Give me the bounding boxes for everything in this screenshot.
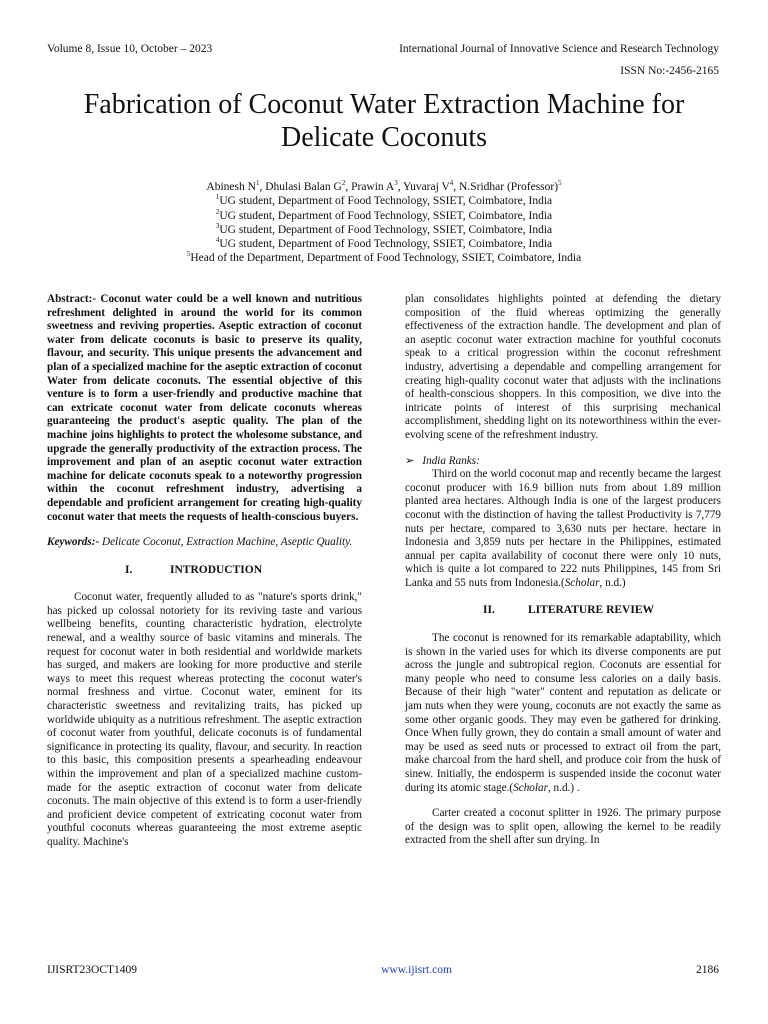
section-heading-introduction: I. INTRODUCTION bbox=[125, 563, 263, 576]
affiliation: $^3$UG student, Department of Food Technology, SSIET, Coimbatore, India bbox=[215, 222, 553, 236]
citation: Scholar bbox=[513, 781, 548, 794]
author-name: Prawin A bbox=[351, 181, 395, 193]
author-name: Yuvaraj V bbox=[403, 181, 450, 193]
author-sup: 5 bbox=[558, 179, 562, 188]
paper-title bbox=[30, 88, 738, 154]
title-line-2: Delicate Coconuts bbox=[280, 122, 488, 153]
title-line-1: Fabrication of Coconut Water Extraction Machine for bbox=[83, 89, 685, 120]
arrow-bullet-icon: ➢ bbox=[405, 454, 415, 467]
author-name: Dhulasi Balan G bbox=[265, 181, 342, 193]
affiliation: $^5$Head of the Department, Department of Food Technology, SSIET, Coimbatore, India bbox=[186, 250, 582, 265]
right-column bbox=[405, 293, 721, 848]
author-name: N.Sridhar (Professor) bbox=[459, 181, 559, 193]
keywords-label: Keywords:- bbox=[47, 536, 100, 549]
page-number: 2186 bbox=[695, 964, 719, 976]
author-block bbox=[0, 180, 768, 266]
bullet-india-ranks: ➢ India Ranks: bbox=[405, 454, 480, 467]
abstract: Abstract:- Coconut water could be a well known and nutritious refreshment delighted in around the world for its common sweetness and reviving properties. Aseptic extraction of coconut water from delicate coconuts is basic to preserve its quality, flavour, and security. This unique presents the advancement and plan of a specialized machine for the aseptic extraction of coconut Water from delicate coconuts. The essential objective of this venture is to form a user-friendly and productive machine that can extricate coconut water from delicate coconuts whereas guaranteeing the product's aseptic quality. The plan of the machine joins highlights to protect the wholesome substance, and upgrade the generally productivity of the extraction process. The improvement and plan of an aseptic coconut water extraction machine for delicate coconuts speak to a noteworthy progression within the coconut refreshment industry, advertising a dependable and proficient arrangement for creating high-quality coconut water that meets the requests of health-conscious buyers. bbox=[47, 293, 362, 523]
india-paragraph: Third on the world coconut map and recently became the largest coconut producer with 16.9 billion nuts from about 1.89 million planted area hectares. Although India is one of the largest producers coconut with the distinction of having the tallest Productivity is 7,779 nuts per hectare, compared to 3,630 nuts per hectare. hectare in Indonesia and 3,859 nuts per hectare in the Philippines, estimated annual per capita availability of coconut there were only 10 nuts, which is quite a lot compared to 222 nuts Philippines, 145 from Sri Lanka and 55 nuts from Indonesia.(Scholar, n.d.) bbox=[405, 468, 721, 589]
issn: ISSN No:-2456-2165 bbox=[620, 65, 719, 77]
section-heading-literature-review: II. LITERATURE REVIEW bbox=[483, 604, 654, 617]
journal-volume: Volume 8, Issue 10, October – 2023 bbox=[47, 43, 213, 55]
author-sup: 1 bbox=[255, 179, 260, 188]
author-sup: 3 bbox=[394, 179, 398, 188]
journal-url-link[interactable]: www.ijisrt.com bbox=[381, 964, 452, 976]
affiliation: $^1$UG student, Department of Food Technology, SSIET, Coimbatore, India bbox=[215, 193, 553, 208]
journal-name: International Journal of Innovative Science and Research Technology bbox=[399, 43, 719, 55]
page-footer bbox=[47, 964, 719, 976]
running-header bbox=[47, 43, 719, 55]
left-column bbox=[47, 293, 362, 850]
intro-continued-paragraph: plan consolidates highlights pointed at defending the dietary composition of the fluid whereas optimizing the generally effectiveness of the extraction handle. The development and plan of an aseptic coconut water extraction machine for youthful coconuts speak to a critical progression within the coconut refreshment industry, advertising a dependable and compelling arrangement for creating high-quality coconut water that adjusts with the inclinations of health-conscious shoppers. In this composition, we dive into the intricate points of interest of this surprising mechanical accomplishment, shedding light on its noteworthiness within the ever-evolving scene of the refreshment industry. bbox=[405, 293, 721, 441]
author-name: Abinesh N bbox=[206, 181, 256, 193]
paper-id: IJISRT23OCT1409 bbox=[47, 964, 138, 976]
affiliation: $^4$UG student, Department of Food Technology, SSIET, Coimbatore, India bbox=[215, 236, 553, 251]
affiliation: $^2$UG student, Department of Food Technology, SSIET, Coimbatore, India bbox=[215, 207, 553, 222]
literature-paragraph-2: Carter created a coconut splitter in 1926. The primary purpose of the design was to split open, allowing the kernel to be readily extracted from the shell after sun drying. In bbox=[405, 807, 721, 847]
intro-paragraph: Coconut water, frequently alluded to as "nature's sports drink," has picked up colossal notoriety for its reviving taste and various wellbeing benefits, counting characteristic hydration, electrolyte renewal, and a wealthy source of basic vitamins and minerals. The request for coconut water in both residential and worldwide markets has surged, and makers are looking for more productive and sterile ways to meet this request whereas protecting the coconut water's normal freshness and virtue. Coconut water, eminent for its characteristic sweetness and revitalizing traits, has picked up worldwide ubiquity as a nutritious refreshment. The aseptic extraction of coconut water from youthful, delicate coconuts is of fundamental significance in protecting its quality, flavour, and security. In reaction to this basic, this composition presents a spearheading endeavour within the improvement and plan of a specialized machine custom-made for the aseptic extraction of coconut water from delicate coconuts. The main objective of this extend is to form a user-friendly and proficient device competent of extricating coconut water from youthful coconuts whereas guaranteeing the most extreme aseptic quality. Machine's bbox=[47, 591, 362, 848]
keywords bbox=[47, 536, 362, 550]
author-sup: 4 bbox=[449, 179, 454, 188]
author-sup: 2 bbox=[341, 179, 346, 188]
keywords-text: Delicate Coconut, Extraction Machine, Aseptic Quality. bbox=[99, 536, 353, 549]
author-list: Abinesh $N^1$, Dhulasi Balan $G^2$, Prawin $A^3$, Yuvaraj $V^4$, N.Sridhar (Professor)$^5$ bbox=[206, 179, 562, 193]
literature-paragraph-1: The coconut is renowned for its remarkable adaptability, which is shown in the varied uses for which its diverse components are put across the jungle and subtropical region. Coconuts are essential for many people who need to consume less calories on a daily basis. Because of their high "water" content and reputation as delicate or jam nuts when they were young, coconuts are not exactly the same as some other organic goods. They may even be gathered for drinking. Once When fully grown, they do contain a small amount of water and may be used as seed nuts or processed to extract oil from the part, make charcoal from the hard shell, and produce coir from the husk of sinew. Initially, the endosperm is suspended inside the coconut water during its atomic stage.(Scholar, n.d.) . bbox=[405, 632, 721, 794]
citation: Scholar bbox=[564, 576, 600, 589]
